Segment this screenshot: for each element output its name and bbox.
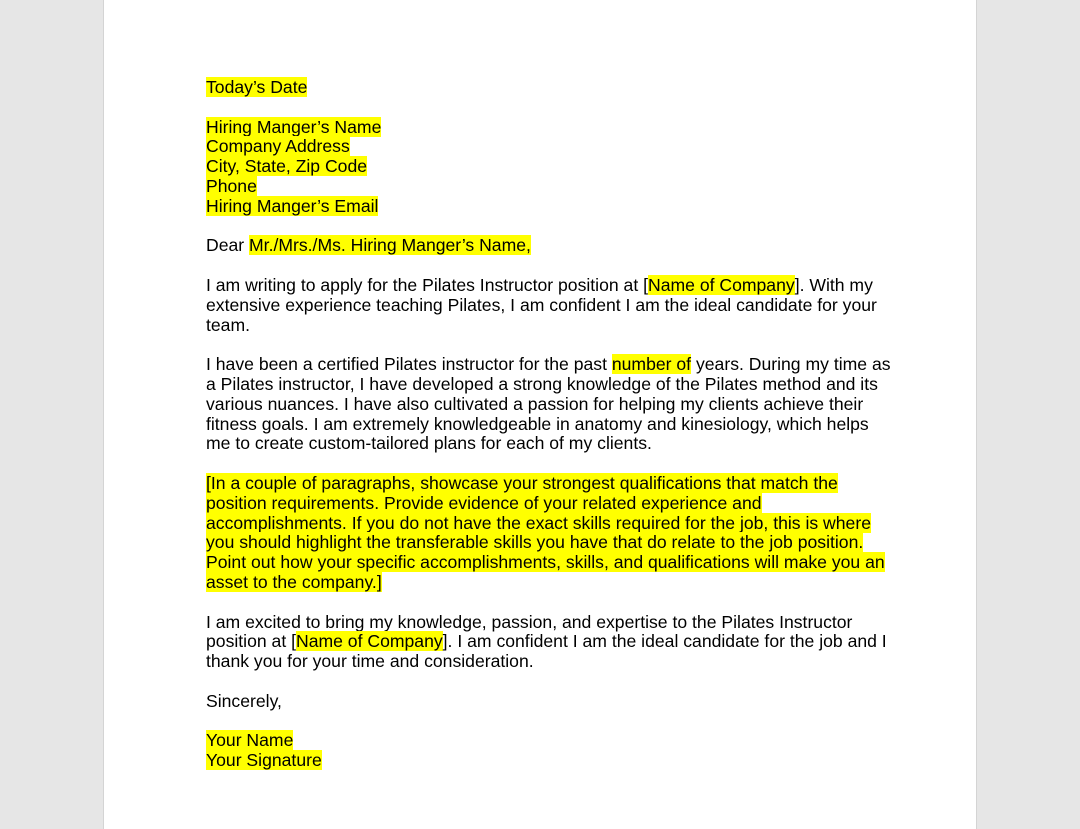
recipient-email: Hiring Manger’s Email xyxy=(206,195,379,216)
experience-text: a Pilates instructor, I have developed a strong knowledge of the Pilates method and its xyxy=(206,373,878,394)
your-signature-placeholder: Your Signature xyxy=(206,750,322,771)
salutation-name: Mr./Mrs./Ms. Hiring Manger’s Name, xyxy=(249,235,531,256)
years-placeholder: number of xyxy=(611,354,692,375)
letter-body xyxy=(206,77,891,791)
closing-text: I am excited to bring my knowledge, passion, and expertise to the Pilates Instructor xyxy=(206,611,853,632)
placeholder-text: Point out how your specific accomplishments, skills, and qualifications will make you an xyxy=(206,552,885,573)
signoff xyxy=(206,692,886,712)
experience-text: I have been a certified Pilates instructor for the past xyxy=(206,354,612,375)
recipient-name: Hiring Manger’s Name xyxy=(206,116,382,137)
date-block xyxy=(206,78,886,98)
intro-text: I am writing to apply for the Pilates Instructor position at [ xyxy=(206,274,648,295)
qualifications-placeholder xyxy=(206,474,886,593)
intro-text: team. xyxy=(206,314,251,335)
intro-text: ]. With my xyxy=(794,274,873,295)
placeholder-text: accomplishments. If you do not have the exact skills required for the job, this is where xyxy=(206,512,871,533)
recipient-city-state-zip: City, State, Zip Code xyxy=(206,156,368,177)
closing-text: ]. I am confident I am the ideal candidate for the job and I xyxy=(442,631,887,652)
closing-paragraph xyxy=(206,613,886,672)
intro-text: extensive experience teaching Pilates, I am confident I am the ideal candidate for your xyxy=(206,294,877,315)
placeholder-text: [In a couple of paragraphs, showcase your strongest qualifications that match the xyxy=(206,472,838,493)
company-name-placeholder: Name of Company xyxy=(648,274,795,295)
placeholder-text: position requirements. Provide evidence of your related experience and xyxy=(206,492,762,513)
document-page xyxy=(103,0,977,829)
placeholder-text: asset to the company.] xyxy=(206,571,382,592)
placeholder-text: you should highlight the transferable skills you have that do relate to the job position. xyxy=(206,532,864,553)
signoff-text: Sincerely, xyxy=(206,690,282,711)
salutation xyxy=(206,236,886,256)
intro-paragraph xyxy=(206,276,886,335)
your-name-placeholder: Your Name xyxy=(206,730,294,751)
experience-text: fitness goals. I am extremely knowledgeable in anatomy and kinesiology, which helps xyxy=(206,413,869,434)
experience-paragraph xyxy=(206,354,891,454)
date-placeholder: Today’s Date xyxy=(206,77,308,97)
salutation-prefix: Dear xyxy=(206,235,250,256)
experience-text: years. During my time as xyxy=(691,354,891,375)
recipient-address: Company Address xyxy=(206,136,350,157)
recipient-block xyxy=(206,118,886,217)
recipient-phone: Phone xyxy=(206,175,257,196)
closing-text: position at [ xyxy=(206,631,296,652)
experience-text: various nuances. I have also cultivated a passion for helping my clients achieve their xyxy=(206,393,864,414)
closing-text: thank you for your time and consideration. xyxy=(206,651,534,672)
experience-text: me to create custom-tailored plans for each of my clients. xyxy=(206,433,652,454)
company-name-placeholder: Name of Company xyxy=(295,631,443,652)
signature-block xyxy=(206,731,886,771)
